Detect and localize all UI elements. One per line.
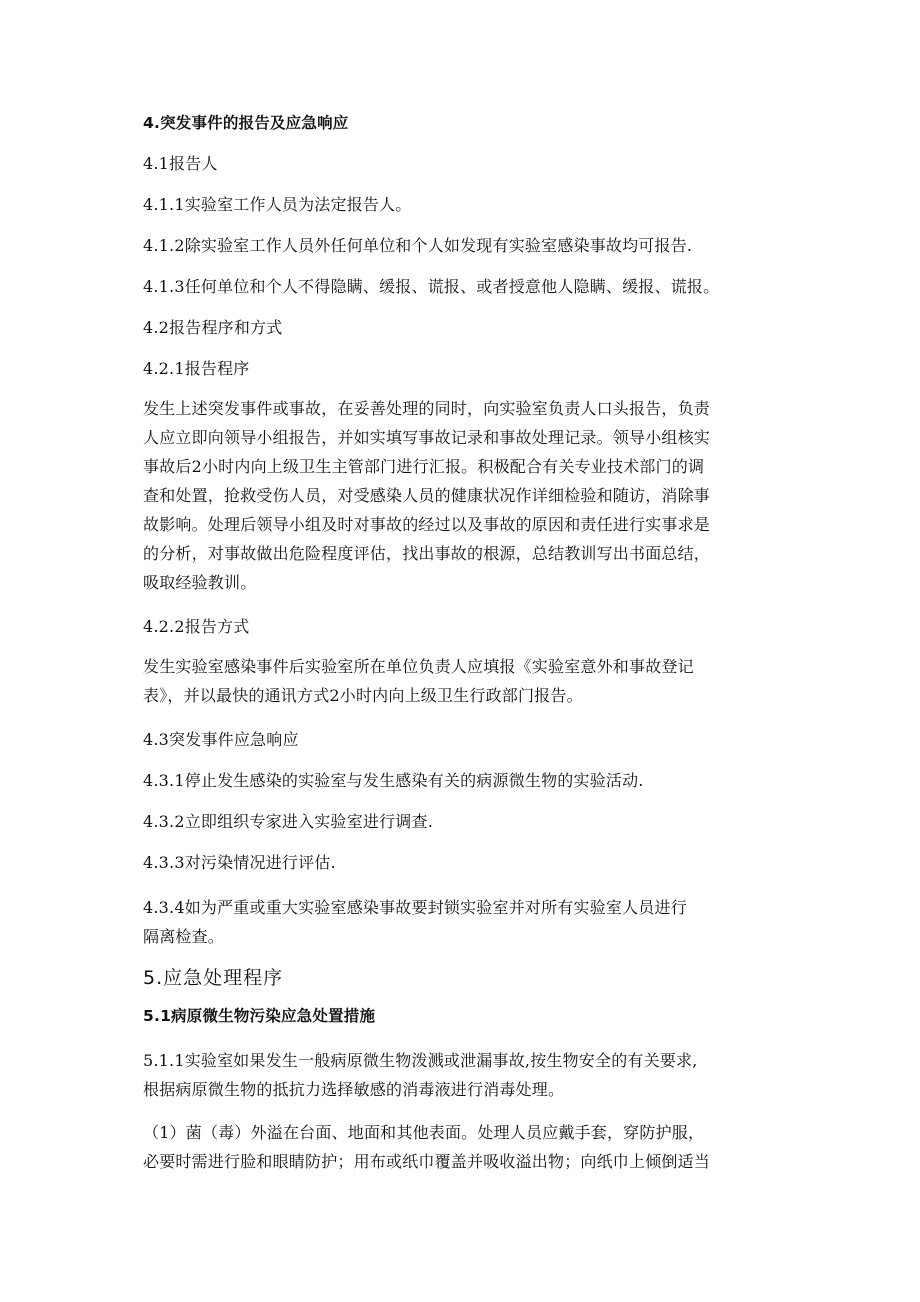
paragraph-line: 必要时需进行脸和眼睛防护；用布或纸巾覆盖并吸收溢出物；向纸巾上倾倒适当	[143, 1152, 711, 1171]
paragraph-line: （1）菌（毒）外溢在台面、地面和其他表面。处理人员应戴手套，穿防护服，	[143, 1123, 705, 1142]
paragraph-line: 事故后2小时内向上级卫生主管部门进行汇报。积极配合有关专业技术部门的调	[143, 457, 705, 476]
paragraph-5-1-1	[143, 1046, 783, 1104]
paragraph-4-3-4	[143, 893, 783, 951]
paragraph-line: 发生实验室感染事件后实验室所在单位负责人应填报《实验室意外和事故登记	[143, 657, 694, 676]
paragraph-line: 查和处置，抢救受伤人员，对受感染人员的健康状况作详细检验和随访，消除事	[143, 486, 711, 505]
item-4-2-1: 4.2.1报告程序	[143, 359, 250, 378]
subsection-5-1: 5.1病原微生物污染应急处置措施	[143, 1007, 376, 1025]
item-4-3-3: 4.3.3对污染情况进行评估.	[143, 853, 336, 872]
paragraph-line: 发生上述突发事件或事故，在妥善处理的同时，向实验室负责人口头报告，负责	[143, 399, 711, 418]
paragraph-4-2-2	[143, 652, 783, 710]
subsection-4-2: 4.2报告程序和方式	[143, 318, 283, 337]
paragraph-line: 4.3.4如为严重或重大实验室感染事故要封锁实验室并对所有实验室人员进行	[143, 898, 687, 917]
paragraph-line: 吸取经验教训。	[143, 573, 257, 592]
item-4-3-1: 4.3.1停止发生感染的实验室与发生感染有关的病源微生物的实验活动.	[143, 771, 644, 790]
document-page	[143, 112, 783, 1176]
paragraph-line: 表》，并以最快的通讯方式2小时内向上级卫生行政部门报告。	[143, 686, 583, 705]
paragraph-line: 5.1.1实验室如果发生一般病原微生物泼溅或泄漏事故,按生物安全的有关要求,	[143, 1051, 698, 1070]
section-heading-4: 4.突发事件的报告及应急响应	[143, 114, 349, 132]
item-4-3-2: 4.3.2立即组织专家进入实验室进行调查.	[143, 812, 433, 831]
paragraph-line: 隔离检查。	[143, 927, 225, 946]
item-4-1-3: 4.1.3任何单位和个人不得隐瞒、缓报、谎报、或者授意他人隐瞒、缓报、谎报。	[143, 277, 720, 296]
item-4-2-2: 4.2.2报告方式	[143, 617, 250, 636]
paragraph-5-1-1-a	[143, 1118, 783, 1176]
paragraph-4-2-1	[143, 394, 783, 597]
subsection-4-3: 4.3突发事件应急响应	[143, 730, 299, 749]
section-heading-5: 5.应急处理程序	[143, 967, 284, 989]
paragraph-line: 故影响。处理后领导小组及时对事故的经过以及事故的原因和责任进行实事求是	[143, 515, 711, 534]
item-4-1-2: 4.1.2除实验室工作人员外任何单位和个人如发现有实验室感染事故均可报告.	[143, 236, 693, 255]
subsection-4-1: 4.1报告人	[143, 154, 218, 173]
paragraph-line: 人应立即向领导小组报告，并如实填写事故记录和事故处理记录。领导小组核实	[143, 428, 711, 447]
paragraph-line: 的分析，对事故做出危险程度评估，找出事故的根源，总结教训写出书面总结，	[143, 544, 711, 563]
item-4-1-1: 4.1.1实验室工作人员为法定报告人。	[143, 195, 412, 214]
paragraph-line: 根据病原微生物的抵抗力选择敏感的消毒液进行消毒处理。	[143, 1080, 565, 1099]
